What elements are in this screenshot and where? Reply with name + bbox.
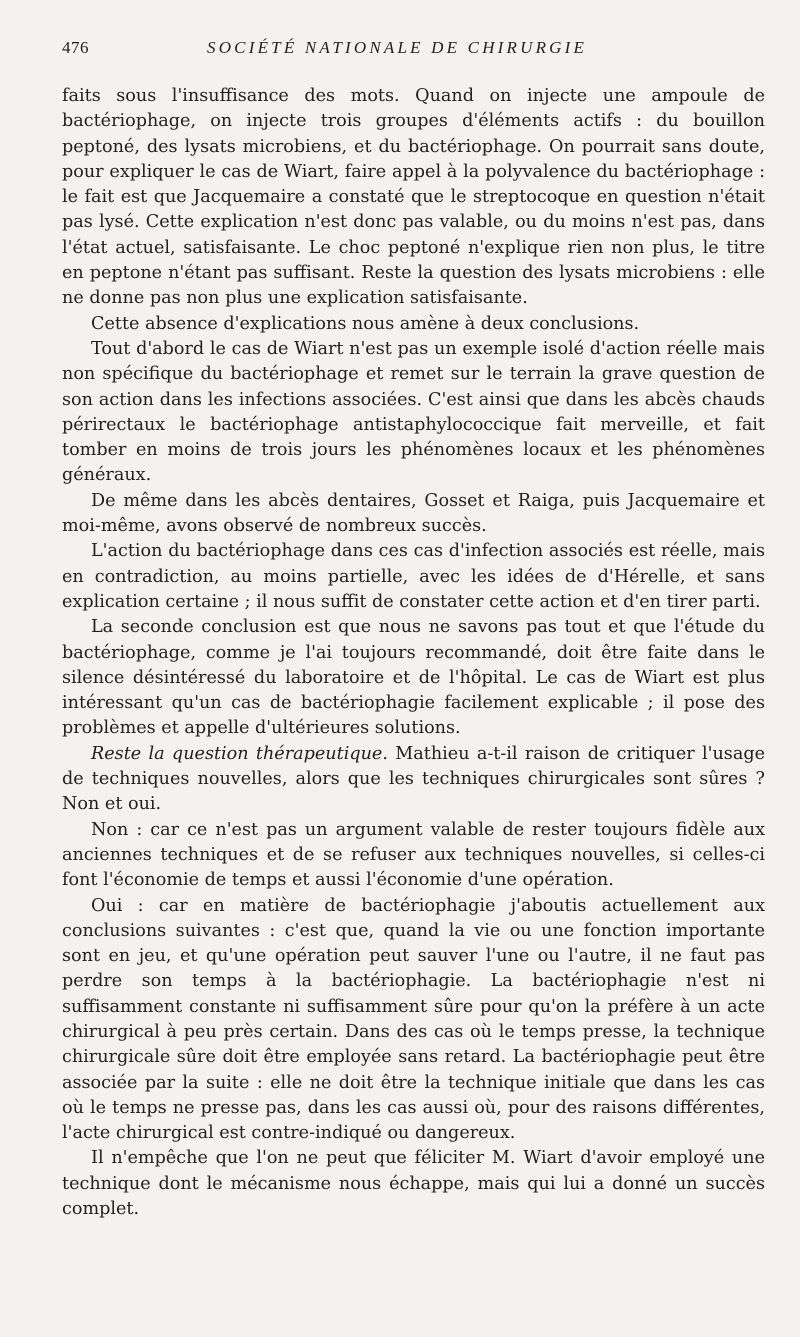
paragraph-2: Cette absence d'explications nous amène à deux conclusions. [91,313,640,334]
paragraph-7-text: Mathieu a-t-il raison de critiquer l'usage de techniques nouvelles, alors que les techniques chirurgicales sont sûres ? Non et oui. [62,743,765,815]
page-header [62,38,760,62]
italic-phrase: Reste la question thérapeutique. [91,743,388,764]
paragraph-1: faits sous l'insuffisance des mots. Quand on injecte une ampoule de bactériophage, on injecte trois groupes d'éléments actifs : du bouillon peptoné, des lysats microbiens, et du bactériophage. On pourrait sans doute, pour expliquer le cas de Wiart, faire appel à la polyvalence du bactériophage : le fait est que Jacquemaire a constaté que le streptocoque en question n'était pas lysé. Cette explication n'est donc pas valable, ou du moins n'est pas, dans l'état actuel, satisfaisante. Le choc peptoné n'explique rien non plus, le titre en peptone n'étant pas suffisant. Reste la question des lysats microbiens : elle ne donne pas non plus une explication satisfaisante. [62,86,765,309]
running-title: SOCIÉTÉ NATIONALE DE CHIRURGIE [207,38,588,57]
paragraph-6: La seconde conclusion est que nous ne savons pas tout et que l'étude du bactériophage, comme je l'ai toujours recommandé, doit être faite dans le silence désintéressé du laboratoire et de l'hôpital. Le cas de Wiart est plus intéressant qu'un cas de bactériophagie facilement explicable ; il pose des problèmes et appelle d'ultérieures solutions. [62,617,765,739]
page-number: 476 [62,38,89,57]
paragraph-4: De même dans les abcès dentaires, Gosset et Raiga, puis Jacquemaire et moi-même, avons observé de nombreux succès. [62,490,765,537]
paragraph-7 [62,742,765,818]
paragraph-3: Tout d'abord le cas de Wiart n'est pas un exemple isolé d'action réelle mais non spécifique du bactériophage et remet sur le terrain la grave question de son action dans les infections associées. C'est ainsi que dans les abcès chauds périrectaux le bactériophage antistaphylococcique fait merveille, et fait tomber en moins de trois jours les phénomènes locaux et les phénomènes généraux. [62,338,765,486]
paragraph-9: Oui : car en matière de bactériophagie j'aboutis actuellement aux conclusions suivantes : c'est que, quand la vie ou une fonction importante sont en jeu, et qu'une opération peut sauver l'une ou l'autre, il ne faut pas perdre son temps à la bactériophagie. La bactériophagie n'est ni suffisamment constante ni suffisamment sûre pour qu'on la préfère à un acte chirurgical à peu près certain. Dans des cas où le temps presse, la technique chirurgicale sûre doit être employée sans retard. La bactériophagie peut être associée par la suite : elle ne doit être la technique initiale que dans les cas où le temps ne presse pas, dans les cas aussi où, pour des raisons différentes, l'acte chirurgical est contre-indiqué ou dangereux. [62,895,765,1144]
paragraph-5: L'action du bactériophage dans ces cas d'infection associés est réelle, mais en contradiction, au moins partielle, avec les idées de d'Hérelle, et sans explication certaine ; il nous suffit de constater cette action et d'en tirer parti. [62,541,765,612]
paragraph-10: Il n'empêche que l'on ne peut que féliciter M. Wiart d'avoir employé une technique dont le mécanisme nous échappe, mais qui lui a donné un succès complet. [62,1148,765,1220]
body-text [62,84,765,1222]
paragraph-8: Non : car ce n'est pas un argument valable de rester toujours fidèle aux anciennes techniques et de se refuser aux techniques nouvelles, si celles-ci font l'économie de temps et aussi l'économie d'une opération. [62,819,765,891]
